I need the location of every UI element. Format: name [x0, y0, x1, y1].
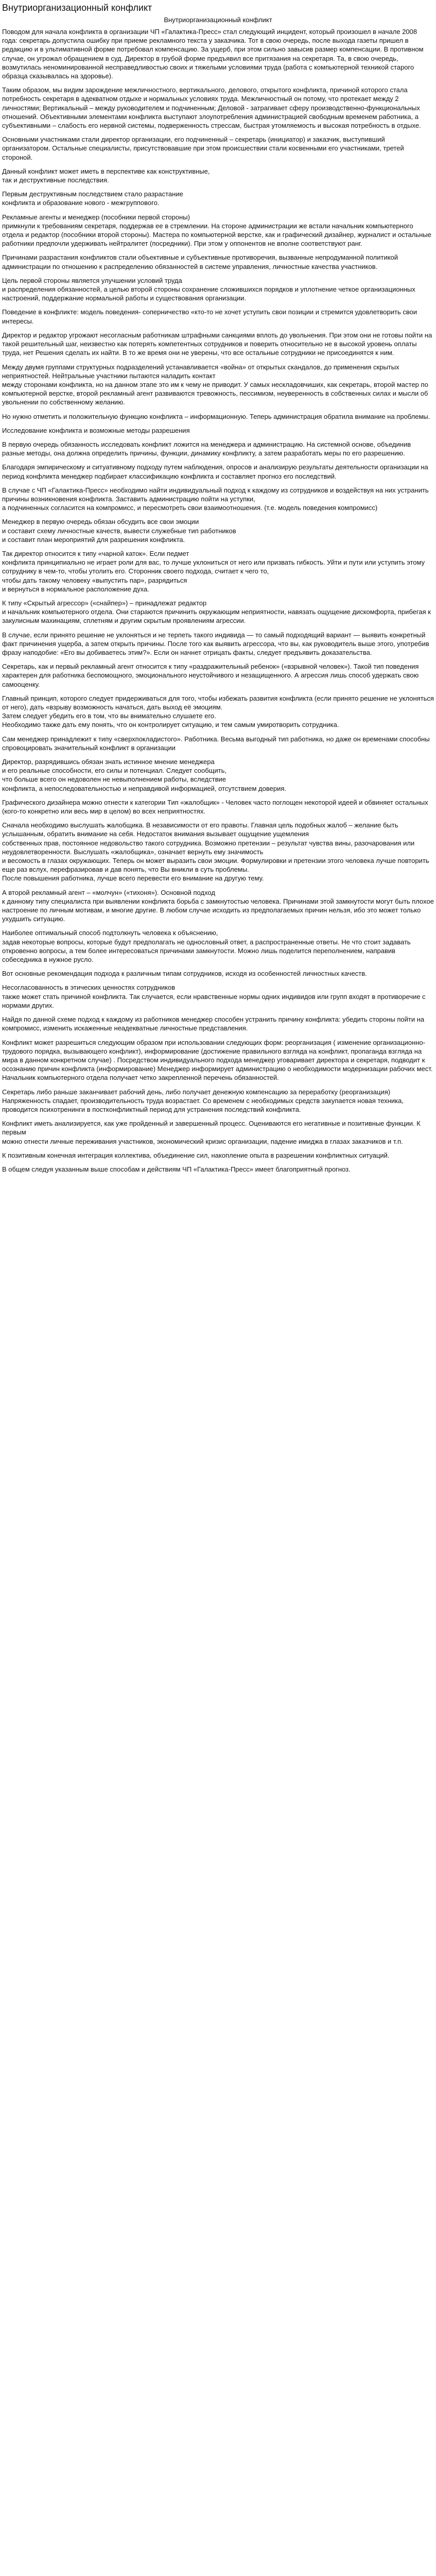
- paragraph: Поведение в конфликте: модель поведения- соперничество «кто-то не хочет уступить свои позиции и стремится удовлетворить свои интересы.: [2, 308, 417, 325]
- paragraph: Таким образом, мы видим зарождение межличностного, вертикального, делового, открытого конфликта, причиной которого стала потребность секретаря в адекватном отдыхе и нормальных условиях труда. Межличностный он потому, что протекает между 2 личностями; Вертикальный – между руководителем и подчиненным; Деловой - затрагивает сферу производственно-функциональных отношений. Объективными элементами конфликта выступают злоупотребления администрацией свободным временем работника, а субъективными – слабость его нервной системы, подверженность стрессам, быстрая утомляемость и высокая потребность в отдыхе.: [2, 86, 421, 130]
- paragraph: Между двумя группами структурных подразделений устанавливается «война» от открытых скандалов, до применения скрытых неприятностей. Нейтральные участники пытаются наладить контакт между сторонами конфликта, но на данном этапе это им к чему не приводит. У самых нескладовчиших, как секретарь, второй мастер по компьютерной верстке, второй рекламный агент развиваются тревожность, пессимизм, неуверенность в собственных силах и мысли об увольнении по собственному желанию.: [2, 363, 428, 406]
- paragraph: В случае с ЧП «Галактика-Пресс» необходимо найти индивидуальный подход к каждому из сотрудников и воздействуя на них устранить причины возникновения конфликта. Заставить администрацию пойти на уступки, а подчиненных согласится на компромисс, и пересмотреть свои взаимоотношения. (т.е. модель поведения компромисс): [2, 486, 429, 512]
- paragraph: Сначала необходимо выслушать жалобщика. В независимости от его правоты. Главная цель подобных жалоб – желание быть услышанным, обратить внимание на себя. Недостаток внимания вызывает ощущение ущемления собственных прав, постоянное недовольство такого сотрудника. Возможно претензии – результат чувства вины, разочарования или неудовлетворенности. Выслушать «жалобщика», означает вернуть ему значимость и весомость в глазах окружающих. Теперь он может выразить свои эмоции. Формулировки и претензии этого человека лучше повторить еще раз вслух, перефразировав и дав понять, что Вы вникли в суть проблемы. После повышения работника, лучше всего перевести его внимание на другую тему.: [2, 821, 429, 883]
- paragraph: Конфликт может разрешиться следующим образом при использовании следующих форм: реорганизация ( изменение организационно-трудового порядка, вызывающего конфликт), информирование (достижение правильного взгляда на конфликт, пропаганда взгляда на мира в данном конкретном случае) . Посредством индивидуального подхода менеджер уговаривает директора и секретаря, подводит к осознанию причин конфликта (информирование) Менеджер информирует администрацию о необходимости модернизации рабочих мест. Начальник компьютерного отдела получает четко закрепленной перечень обязанностей.: [2, 1038, 433, 1082]
- paragraph: Исследование конфликта и возможные методы разрешения: [2, 426, 190, 434]
- paragraph: Директор, разрядившись обязан знать истинное мнение менеджера и его реальные способности, его силы и потенциал. Следует сообщить, что больше всего он недоволен не невыполнением работы, вследствие конфликта, а непоследовательностью и неправдивой информацией, отсутствием доверия.: [2, 758, 286, 792]
- paragraph: Главный принцип, которого следует придерживаться для того, чтобы избежать развития конфликта (если принято решение не уклоняться от него), дать «взрыву возможность начаться, дать выход её эмоциям. Затем следует убедить его в том, что вы внимательно слушаете его. Необходимо также дать ему понять, что он контролирует ситуацию, и тем самым умиротворить сотрудника.: [2, 694, 434, 729]
- paragraph: Несогласованность в этических ценностях сотрудников также может стать причиной конфликта. Так случается, если нравственные нормы одних индивидов или групп входят в противоречие с нормами других.: [2, 984, 426, 1009]
- paragraph: Так директор относится к типу «чарной каток». Если педмет конфликта принципиально не играет роли для вас, то лучше уклониться от него или призвать гибкость. Уйти и пути или уступить этому сотруднику в чем-то, чтобы утолить его. Сторонник своего подхода, считает к чего то, чтобы дать такому человеку «выпустить пар», разрядиться и вернуться в нормальное расположение духа.: [2, 549, 425, 593]
- paragraph: Цель первой стороны является улучшении условий труда и распределения обязанностей, а целью второй стороны сохранение сложившихся порядков и уплотнение четкое организационных настроений, поддержание нормальной работы и существования организации.: [2, 276, 415, 302]
- paragraph: В общем следуя указанным выше способам и действиям ЧП «Галактика-Пресс» имеет благоприятный прогноз.: [2, 1165, 351, 1173]
- paragraph: Поводом для начала конфликта в организации ЧП «Галактика-Пресс» стал следующий инцидент, который произошел в начале 2008 года: секретарь допустила ошибку при приеме рекламного текста у заказчика. Тот в свою очередь, после выхода газеты пришел в редакцию и в ультимативной форме потребовал компенсацию. За ущерб, при этом сильно завысив размер компенсации. В противном случае, он угрожал обращением в суд. Директор в грубой форме предъявил все притязания на секретаря. Та, в свою очередь, возмутилась неноминированной несправедливостью своих и тяжелыми условиями труда (работа с компьютерной техникой старого образца сказывалась на здоровье).: [2, 28, 424, 80]
- paragraph: Менеджер в первую очередь обязан обсудить все свои эмоции и составит схему личностные качеств, вывести служебные тип работников и составит план мероприятий для разрешения конфликта.: [2, 518, 236, 544]
- document: [0, 0, 436, 1182]
- paragraph: Графического дизайнера можно отнести к категории Тип «жалобщик» - Человек часто поглощен некоторой идеей и обвиняет остальных (кого-то конкретно или весь мир в целом) во всех неприятностях.: [2, 798, 428, 816]
- paragraph: Секретарь, как и первый рекламный агент относится к типу «раздражительный ребенок» («взрывной человек»). Такой тип поведения характерен для работника беспомощного, эмоционального неустойчивого и незащищенного. А агрессия лишь способ удержать свою самооценку.: [2, 663, 419, 688]
- paragraph: Секретарь либо раньше заканчивает рабочий день, либо получает денежную компенсацию за переработку (реорганизация) Напряженность спадает, производительность труда возрастает. Со временем с необходимых средств закупается новая техника, проводится психотренинги в постконфликтный период для устранения последствий конфликта.: [2, 1088, 404, 1113]
- paragraph: Найдя по данной схеме подход к каждому из работников менеджер способен устранить причину конфликта: убедить стороны пойти на компромисс, изменить искаженные неадекватные личностные представления.: [2, 1015, 425, 1032]
- paragraph: А второй рекламный агент – «молчун» («тихоня»). Основной подход к данному типу специалиста при выявлении конфликта борьба с замкнутостью человека. Причинами этой замкнутости могут быть плохое настроение по личным мотивам, и многие другие. В любом случае исходить из предполагаемых причин нельзя, ибо это может только ухудшить ситуацию.: [2, 888, 434, 923]
- paragraph: Но нужно отметить и положительную функцию конфликта – информационную. Теперь администрация обратила внимание на проблемы.: [2, 412, 430, 420]
- paragraph: Причинами разрастания конфликтов стали объективные и субъективные противоречия, вызванные непродуманной политикой администрации по отношению к распределению обязанностей в системе управления, личностные качества участников.: [2, 253, 398, 270]
- paragraph: Наиболее оптимальный способ подтолкнуть человека к объяснению, задав некоторые вопросы, которые будут предполагать не однословный ответ, а распространенные ответы. Не что стоит задавать откровенно вопросы, а тем более интересоваться причинами замкнутости. Можно лишь поделится переполнением, направив собеседника в нужное русло.: [2, 929, 411, 964]
- document-body: [2, 27, 434, 1174]
- paragraph: Директор и редактор угрожают несогласным работникам штрафными санкциями вплоть до увольнения. При этом они не готовы пойти на такой решительный шаг, неизвестно как потерять компетентных сотрудников и поверить относительно не в высокой уровень оплаты труда, нет Решения сделать их найти. В то же время они не уверены, что все остальные сотрудники не присоединятся к ним.: [2, 331, 432, 357]
- paragraph: Первым деструктивным последствием стало разрастание конфликта и образование нового - межгруппового.: [2, 190, 183, 207]
- paragraph: К типу «Скрытый агрессор» («снайпер») – принадлежат редактор и начальник компьютерного отдела. Они стараются причинить окружающим неприятности, навязать ощущение дискомфорта, прибегая к закулисным махинациям, сплетням и другим скрытым проявлениям агрессии.: [2, 599, 431, 625]
- paragraph: Вот основные рекомендация подхода к различным типам сотрудников, исходя из особенностей личностных качеств.: [2, 970, 367, 978]
- paragraph: Рекламные агенты и менеджер (пособники первой стороны) примкнули к требованиям секретаря, поддержав ее в стремлении. На стороне администрации же встали начальник компьютерного отдела и редактор (пособники второй стороны). Мастера по компьютерной верстке, как и графический дизайнер, журналист и остальные работники предпочли удерживать нейтралитет (посредники). При этом у оппонентов не вполне соответствуют ранг.: [2, 213, 431, 248]
- paragraph: К позитивным конечная интеграция коллектива, объединение сил, накопление опыта в разрешении конфликтных ситуаций.: [2, 1151, 390, 1159]
- paragraph: Сам менеджер принадлежит к типу «сверхпокладистого». Работника. Весьма выгодный тип работника, но даже он временами способны спровоцировать значительный конфликт в организации: [2, 735, 430, 752]
- document-subtitle: Внутриорганизационный конфликт: [164, 16, 272, 24]
- paragraph: В первую очередь обязанность исследовать конфликт ложится на менеджера и администрацию. На системной основе, объединив разные методы, она должна определить причины, функции, динамику конфликту, а затем разработать меры по его разрешению.: [2, 440, 411, 457]
- document-title: Внутриорганизационный конфликт: [2, 3, 152, 13]
- paragraph: Благодаря эмпирическому и ситуативному подходу путем наблюдения, опросов и анализирую результаты деятельности организации на период конфликта менеджер подбирает классификацию конфликта и составляет прогноз его последствий.: [2, 463, 428, 480]
- paragraph: Конфликт иметь анализируется, как уже пройденный и завершенный процесс. Оцениваются его негативные и позитивные функции. К первым можно отнести личные переживания участников, экономический кризис организации, падение имиджа в глазах заказчиков и т.п.: [2, 1120, 421, 1145]
- paragraph: Данный конфликт может иметь в перспективе как конструктивные, так и деструктивные последствия.: [2, 167, 210, 184]
- paragraph: Основными участниками стали директор организации, его подчиненный – секретарь (инициатор) и заказчик, выступивший организатором. Остальные специалисты, присутствовавшие при этом происшествии стали косвенными его участниками, третей стороной.: [2, 135, 404, 161]
- paragraph: В случае, если принято решение не уклоняться и не терпеть такого индивида — то самый подходящий вариант — выявить конкретный факт причинения ущерба, а затем открыть причины. После того как выявить агрессора, что вы, как руководитель выше этого, употребив фразу наподобие: «Его вы добиваетесь этим?». Если он начнет отрицать факты, следует предъявить доказательства.: [2, 631, 429, 656]
